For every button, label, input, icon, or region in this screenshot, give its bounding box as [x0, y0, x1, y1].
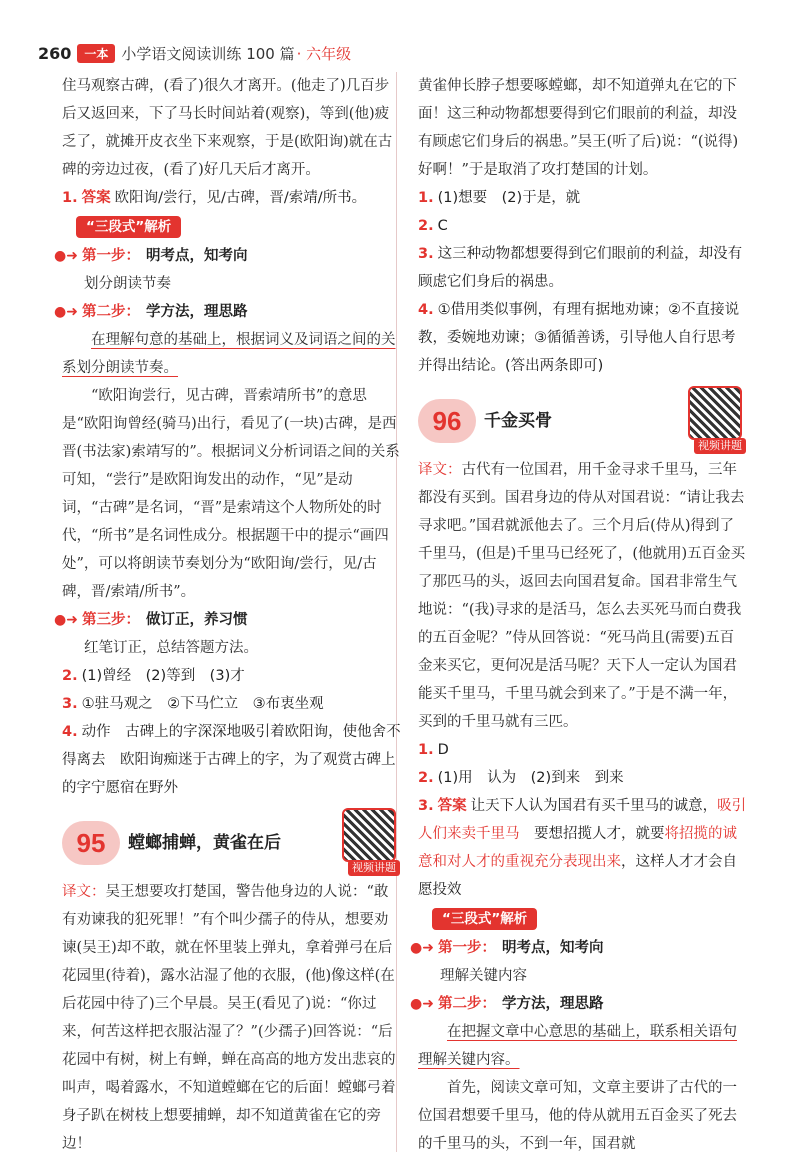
step-label: 第一步：: [81, 248, 140, 264]
answer-text: (1)用 认为 (2)到来 到来: [437, 770, 624, 786]
step-2-text: 在理解句意的基础上，根据词义及词语之间的关系划分朗读节奏。: [62, 332, 396, 376]
question-number: 1.: [418, 190, 434, 206]
step-title: 做订正，养习惯: [145, 612, 248, 628]
analysis-text: 首先，阅读文章可知，文章主要讲了古代的一位国君想要千里马，他的侍从就用五百金买了死去的千里马的头，不到一年，国君就: [418, 1080, 737, 1152]
question-number: 1.: [62, 190, 78, 206]
answer-2: [418, 212, 748, 240]
step-label: 第二步：: [81, 304, 140, 320]
step-1: [54, 242, 402, 270]
answer-text: 欧阳询/尝行，见/古碑，晋/索靖/所书。: [114, 190, 367, 206]
answer-part-highlight: 将招揽的诚意和对人才的重视充分表现出来: [418, 826, 737, 870]
lesson-title: 螳螂捕蝉，黄雀在后: [128, 833, 281, 853]
answer-text: (1)想要 (2)于是，就: [437, 190, 581, 206]
lesson-number-badge: 96: [418, 399, 476, 443]
arrow-icon: ●➜: [54, 612, 78, 628]
video-label: 视频讲题: [694, 438, 746, 454]
page-header: [38, 40, 351, 66]
right-column: [410, 72, 748, 1158]
answer-label: 答案: [81, 190, 111, 206]
step-label: 第一步：: [437, 940, 496, 956]
answer-text: 这三种动物都想要得到它们眼前的利益，却没有顾虑它们身后的祸患。: [418, 246, 743, 290]
qr-code-icon[interactable]: [688, 386, 742, 440]
step-label: 第三步：: [81, 612, 140, 628]
page-number: 260: [38, 43, 72, 63]
lesson-title: 千金买骨: [484, 411, 552, 431]
answer-text: C: [437, 218, 448, 234]
answer-4: [418, 296, 748, 380]
translation-text: 古代有一位国君，用千金寻求千里马，三年都没有买到。国君身边的侍从对国君说：“请让我去寻求吧。”国君就派他去了。三个月后(侍从)得到了千里马，(但是)千里马已经死了，(他就用)五百金买了那匹马的头，返回去向国君复命。国君非常生气地说：“(我)寻求的是活马，怎么去买死马而白费我的五百金呢？”侍从回答说：“死马尚且(需要)五百金来买它，更何况是活马呢？天下人一定认为国君能买千里马，千里马就会到来了。”于是不满一年，买到的千里马就有三匹。: [418, 462, 746, 730]
translation-label: 译文：: [418, 462, 462, 478]
answer-part: ，这样人才才会自愿投效: [418, 854, 737, 898]
answer-text: D: [437, 742, 449, 758]
answer-2b: [418, 764, 748, 792]
step-3: [54, 606, 402, 634]
question-number: 1.: [418, 742, 434, 758]
question-number: 4.: [62, 724, 78, 740]
analysis-text: “欧阳询尝行，见古碑，晋索靖所书”的意思是“欧阳询曾经(骑马)出行，看见了(一块)古碑，是西晋(书法家)索靖写的”。根据词义分析词语之间的关系可知，“尝行”是欧阳询发出的动作，“见”是动词，“古碑”是名词，“晋”是索靖这个人物所处的时代，“所书”是名词性成分。根据题干中的提示“画四处”，可以将朗读节奏划分为“欧阳询/尝行，见/古碑，晋/索靖/所书”。: [62, 388, 400, 600]
qr-code-icon[interactable]: [342, 808, 396, 862]
answer-1b: [418, 736, 748, 764]
translation-96: [418, 456, 748, 736]
answer-label: 答案: [437, 798, 467, 814]
translation-95-continued: 黄雀伸长脖子想要啄螳螂，却不知道弹丸在它的下面！这三种动物都想要得到它们眼前的利益，却没有顾虑它们身后的祸患。”吴王(听了后)说：“(说得)好啊！”于是取消了攻打楚国的计划。: [418, 78, 739, 178]
answer-text: ①借用类似事例，有理有据地劝谏；②不直接说教，委婉地劝谏；③循循善诱，引导他人自行思考并得出结论。(答出两条即可): [418, 302, 740, 374]
lesson-96-title: [418, 386, 748, 456]
step-3-text: 红笔订正，总结答题方法。: [84, 640, 258, 656]
grade-label: · 六年级: [296, 44, 352, 63]
step-title: 明考点，知考向: [501, 940, 604, 956]
step-title: 学方法，理思路: [145, 304, 248, 320]
answer-3: [418, 240, 748, 296]
answer-part: 要想招揽人才，就要: [519, 826, 665, 842]
answer-text: (1)曾经 (2)等到 (3)才: [81, 668, 245, 684]
arrow-icon: ●➜: [54, 304, 78, 320]
step-2-text: 在把握文章中心意思的基础上，联系相关语句理解关键内容。: [418, 1024, 737, 1068]
arrow-icon: ●➜: [54, 248, 78, 264]
question-number: 2.: [62, 668, 78, 684]
book-title: 小学语文阅读训练 100 篇: [121, 44, 295, 63]
question-number: 2.: [418, 770, 434, 786]
question-number: 3.: [418, 798, 434, 814]
step-2: [54, 298, 402, 326]
question-number: 3.: [418, 246, 434, 262]
answer-1: [62, 184, 402, 212]
answer-text: 动作 古碑上的字深深地吸引着欧阳询，使他舍不得离去 欧阳询痴迷于古碑上的字，为了观赏古碑上的字宁愿宿在野外: [62, 724, 401, 796]
question-number: 3.: [62, 696, 78, 712]
analysis-tag: “三段式”解析: [432, 908, 537, 930]
arrow-icon: ●➜: [410, 940, 434, 956]
translation-continued: 住马观察古碑，(看了)很久才离开。(他走了)几百步后又返回来，下了马长时间站着(观察)，等到(他)疲乏了，就摊开皮衣坐下来观察，于是(欧阳询)就在古碑的旁边过夜，(看了)好几天后才离开。: [62, 78, 393, 178]
lesson-95-title: [62, 808, 402, 878]
translation-95: [62, 878, 402, 1158]
translation-text: 吴王想要攻打楚国，警告他身边的人说：“敢有劝谏我的犯死罪！”有个叫少孺子的侍从，想要劝谏(吴王)却不敢，就在怀里装上弹丸，拿着弹弓在后花园里(待着)，露水沾湿了他的衣服，(他)像这样(在后花园中待了)三个早晨。吴王(看见了)说：“你过来，何苦这样把衣服沾湿了？”(少孺子)回答说：“后花园中有树，树上有蝉，蝉在高高的地方发出悲哀的叫声，喝着露水，不知道螳螂在它的后面！螳螂弓着身子趴在树枝上想要捕蝉，却不知道黄雀在它的旁边！: [62, 884, 396, 1152]
left-column: [54, 72, 402, 1158]
step-title: 明考点，知考向: [145, 248, 248, 264]
answer-part: 让天下人认为国君有买千里马的诚意，: [470, 798, 718, 814]
answer-text: ①驻马观之 ②下马伫立 ③布衷坐观: [81, 696, 324, 712]
question-number: 2.: [418, 218, 434, 234]
answer-4: [62, 718, 402, 802]
step-title: 学方法，理思路: [501, 996, 604, 1012]
step-1-text: 划分朗读节奏: [84, 276, 171, 292]
answer-3: [62, 690, 402, 718]
lesson-number-badge: 95: [62, 821, 120, 865]
answer-2: [62, 662, 402, 690]
video-label: 视频讲题: [348, 860, 400, 876]
step-1-text: 理解关键内容: [440, 968, 527, 984]
step-1: [410, 934, 748, 962]
arrow-icon: ●➜: [410, 996, 434, 1012]
analysis-tag: “三段式”解析: [76, 216, 181, 238]
step-2: [410, 990, 748, 1018]
answer-3b: [418, 792, 748, 904]
answer-part-highlight: 吸引人们来卖千里马: [418, 798, 747, 842]
brand-logo: 一本: [77, 44, 115, 63]
translation-label: 译文：: [62, 884, 106, 900]
step-label: 第二步：: [437, 996, 496, 1012]
answer-1: [418, 184, 748, 212]
question-number: 4.: [418, 302, 434, 318]
